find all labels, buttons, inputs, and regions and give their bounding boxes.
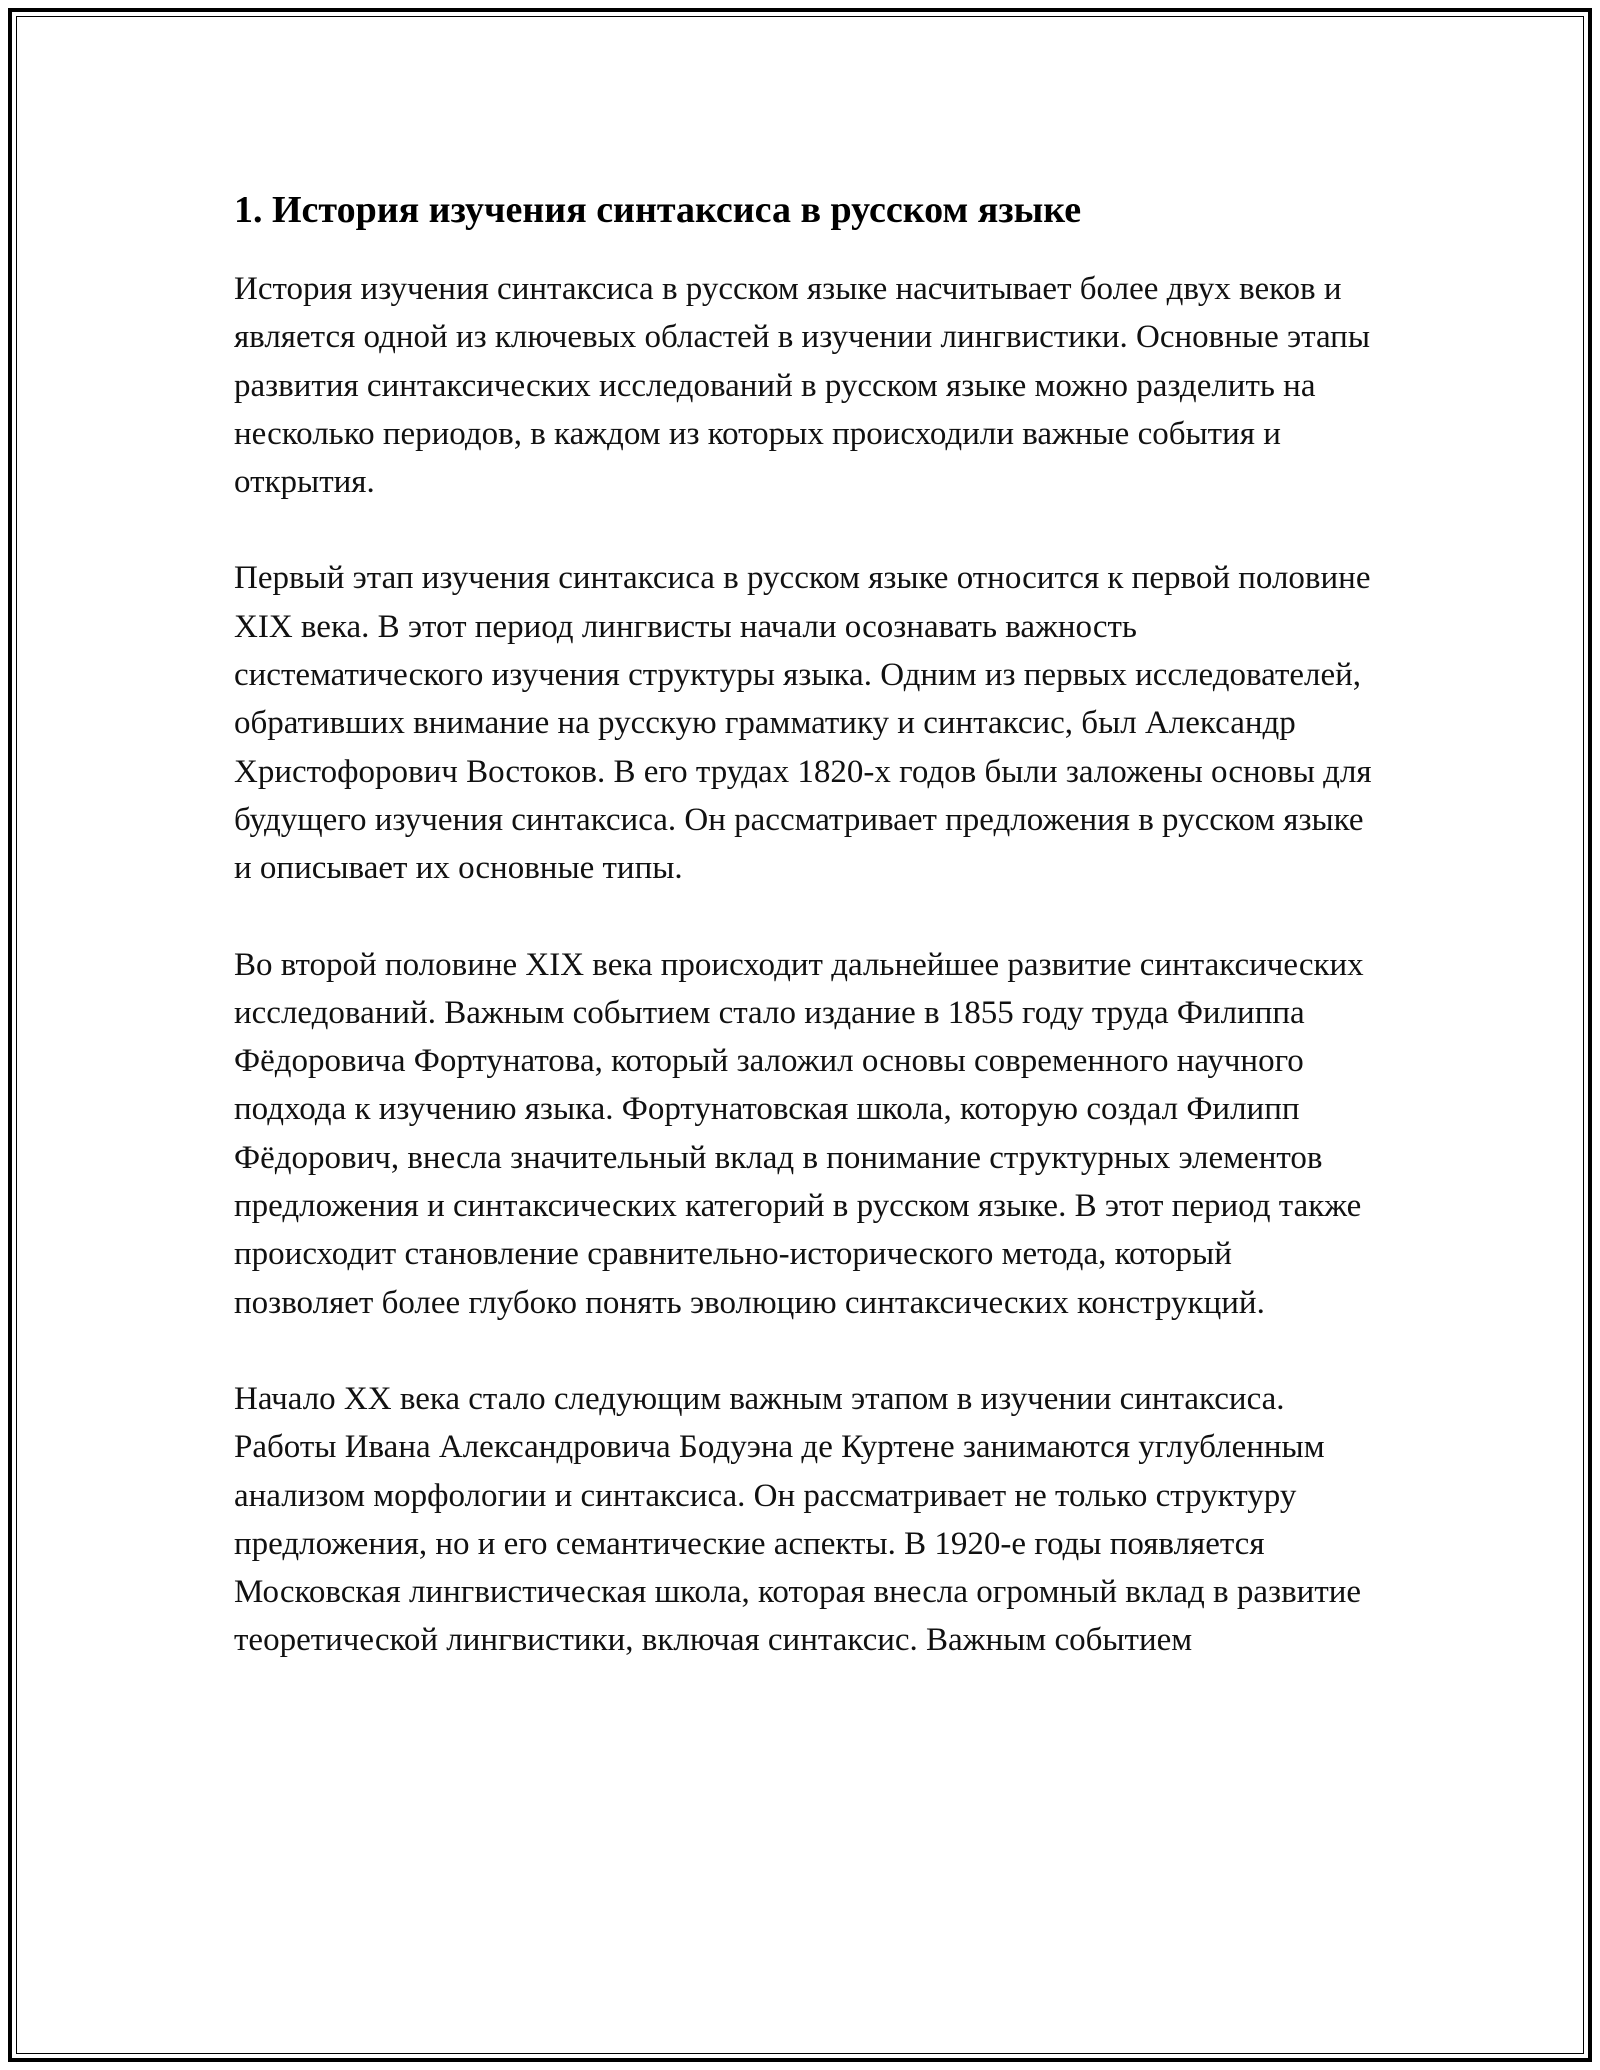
section-heading: 1. История изучения синтаксиса в русском языке <box>234 189 1082 231</box>
paragraph-second-half-19th-century: Во второй половине XIX века происходит дальнейшее развитие синтаксических исследований. Важным событием стало издание в 1855 году труда Филиппа Фёдоровича Фортунатова, который заложил основы современного научного подхода к изучению языка. Фортунатовская школа, которую создал Филипп Фёдорович, внесла значительный вклад в понимание структурных элементов предложения и синтаксических категорий в русском языке. В этот период также происходит становление сравнительно-исторического метода, который позволяет более глубоко понять эволюцию синтаксических конструкций. <box>234 946 1364 1321</box>
paragraph-first-stage: Первый этап изучения синтаксиса в русском языке относится к первой половине XIX века. В этот период лингвисты начали осознавать важность систематического изучения структуры языка. Одним из первых исследователей, обративших внимание на русскую грамматику и синтаксис, был Александр Христофорович Востоков. В его трудах 1820-х годов были заложены основы для будущего изучения синтаксиса. Он рассматривает предложения в русском языке и описывает их основные типы. <box>234 560 1372 887</box>
document-body <box>234 185 1379 1713</box>
paragraph-intro: История изучения синтаксиса в русском языке насчитывает более двух веков и является одной из ключевых областей в изучении лингвистики. Основные этапы развития синтаксических исследований в русском языке можно разделить на несколько периодов, в каждом из которых происходили важные события и открытия. <box>234 271 1371 501</box>
paragraph-early-20th-century: Начало XX века стало следующим важным этапом в изучении синтаксиса. Работы Ивана Александровича Бодуэна де Куртене занимаются углубленным анализом морфологии и синтаксиса. Он рассматривает не только структуру предложения, но и его семантические аспекты. В 1920-е годы появляется Московская лингвистическая школа, которая внесла огромный вклад в развитие теоретической лингвистики, включая синтаксис. Важным событием <box>234 1380 1362 1659</box>
